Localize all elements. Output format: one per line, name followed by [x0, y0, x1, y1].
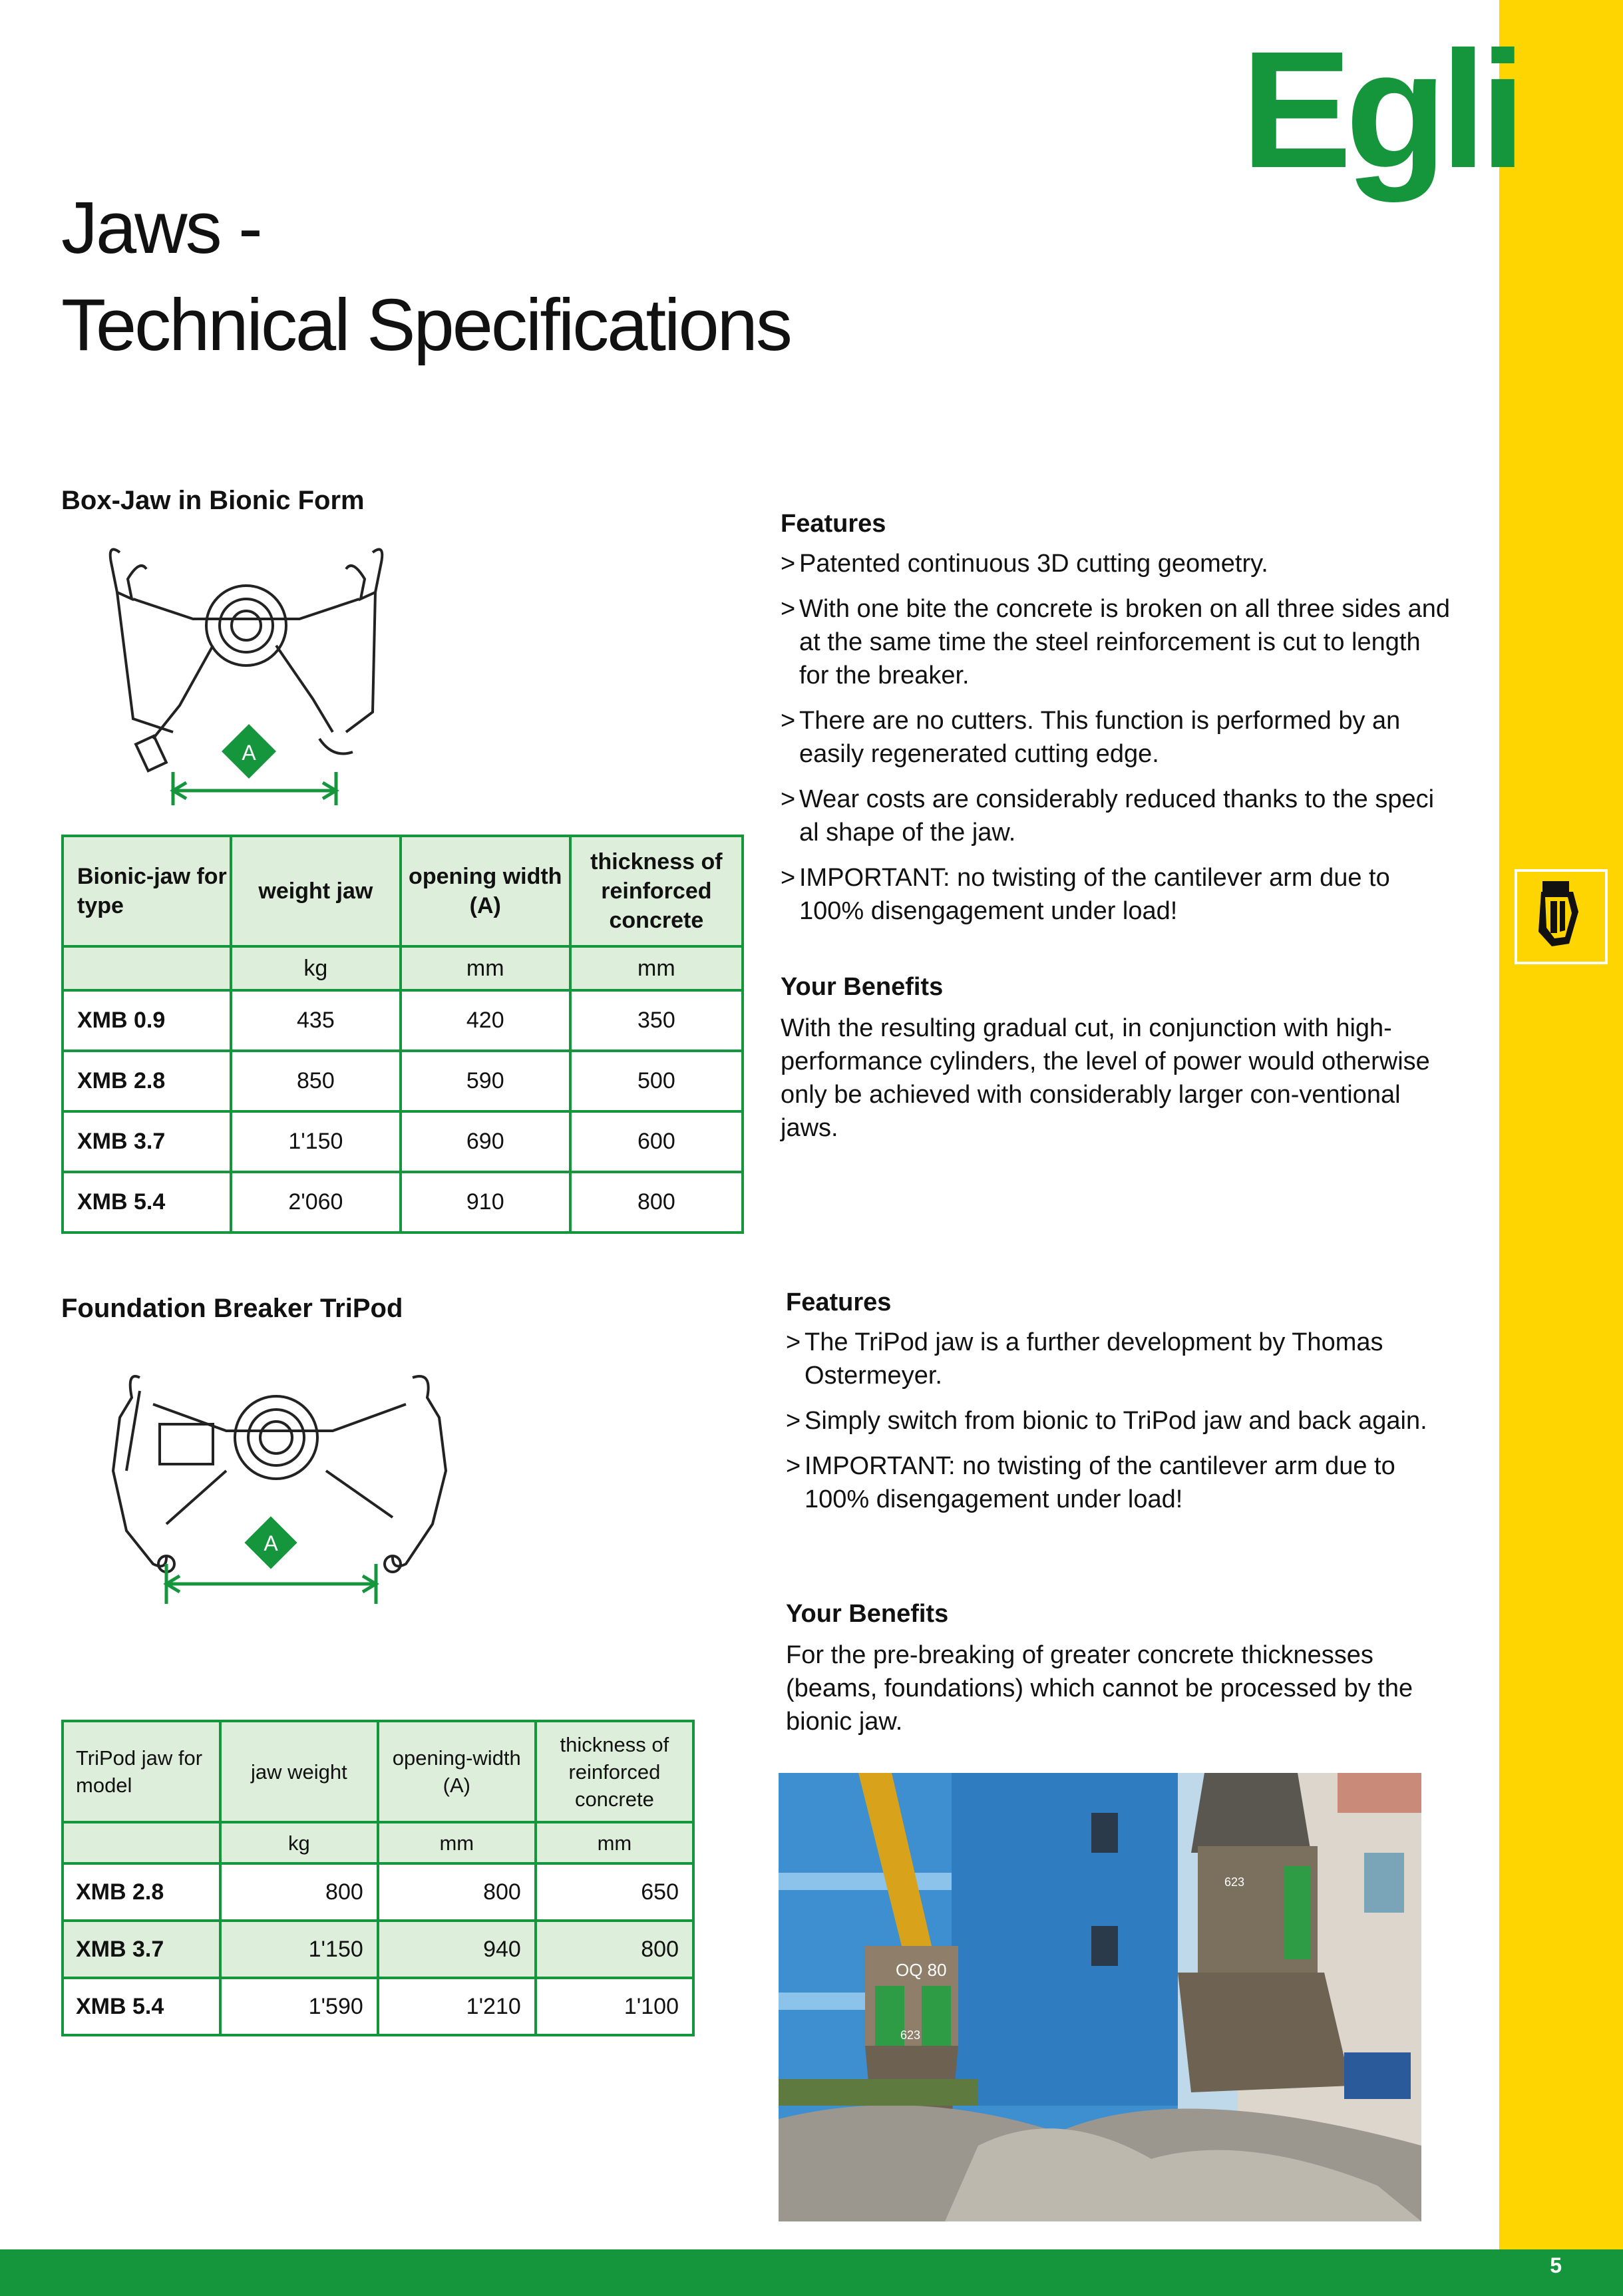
- list-item: > IMPORTANT: no twisting of the cantilever arm due to 100% disengagement under load!: [781, 861, 1453, 928]
- bionic-section-heading: Box-Jaw in Bionic Form: [61, 486, 365, 515]
- list-item: > With one bite the concrete is broken on all three sides and at the same time the steel reinforcement is cut to length for the breaker.: [781, 592, 1453, 692]
- tripod-features-list: [786, 1326, 1458, 1528]
- tripod-spec-table: [61, 1720, 695, 2036]
- cell-model: XMB 0.9: [63, 990, 231, 1051]
- table-row: [63, 1051, 743, 1111]
- cell-opening: 590: [401, 1051, 570, 1111]
- cell-weight: 2'060: [231, 1172, 401, 1233]
- bionic-benefits-text: With the resulting gradual cut, in conjunction with high-performance cylinders, the level of power would otherwise only be achieved with considerably larger con-ventional jaws.: [781, 1014, 1430, 1142]
- list-item: > Wear costs are considerably reduced thanks to the speci al shape of the jaw.: [781, 783, 1453, 849]
- cell-opening: 910: [401, 1172, 570, 1233]
- cell-model: XMB 2.8: [63, 1051, 231, 1111]
- cell-opening: 800: [378, 1863, 536, 1921]
- tripod-benefits-text: For the pre-breaking of greater concrete thicknesses (beams, foundations) which cannot be processed by the bionic jaw.: [786, 1641, 1413, 1736]
- table-row: [63, 1978, 693, 2035]
- cell-thickness: 350: [570, 990, 743, 1051]
- header-model: TriPod jaw for model: [63, 1721, 220, 1822]
- list-item: > Patented continuous 3D cutting geometry.: [781, 547, 1453, 580]
- photo-label: OQ 80: [896, 1960, 947, 1980]
- table-row: [63, 990, 743, 1051]
- header-weight: weight jaw: [231, 836, 401, 946]
- cell-weight: 1'150: [220, 1921, 378, 1978]
- tripod-jaw-diagram: [100, 1364, 459, 1611]
- table-row: [63, 1172, 743, 1233]
- opening-width-marker: A: [242, 741, 256, 765]
- header-opening: opening-width (A): [378, 1721, 536, 1822]
- list-item: > The TriPod jaw is a further development by Thomas Ostermeyer.: [786, 1326, 1458, 1392]
- unit-model: [63, 1822, 220, 1863]
- header-opening: opening width (A): [401, 836, 570, 946]
- table-header-row: [63, 1721, 693, 1822]
- cell-opening: 940: [378, 1921, 536, 1978]
- table-unit-row: [63, 946, 743, 990]
- page-title: [61, 180, 791, 374]
- unit-type: [63, 946, 231, 990]
- table-row: [63, 1863, 693, 1921]
- cell-weight: 850: [231, 1051, 401, 1111]
- cell-model: XMB 5.4: [63, 1172, 231, 1233]
- green-footer-bar: [0, 2249, 1623, 2296]
- page-number: 5: [1550, 2253, 1562, 2277]
- yellow-sidebar: [1499, 0, 1623, 2249]
- cell-thickness: 1'100: [536, 1978, 693, 2035]
- header-weight: jaw weight: [220, 1721, 378, 1822]
- header-thickness: thickness of reinforced concrete: [536, 1721, 693, 1822]
- tripod-section-heading: Foundation Breaker TriPod: [61, 1294, 403, 1323]
- unit-weight: kg: [231, 946, 401, 990]
- table-unit-row: [63, 1822, 693, 1863]
- table-row: [63, 1921, 693, 1978]
- unit-opening: mm: [378, 1822, 536, 1863]
- bionic-features-heading: Features: [781, 510, 886, 538]
- table-row: [63, 1111, 743, 1172]
- tripod-benefits-heading: Your Benefits: [786, 1600, 949, 1628]
- list-item: > There are no cutters. This function is performed by an easily regenerated cutting edge.: [781, 704, 1453, 771]
- title-line-2: Technical Specifications: [61, 284, 791, 366]
- cell-thickness: 600: [570, 1111, 743, 1172]
- jaw-tab-icon[interactable]: [1515, 869, 1608, 964]
- cell-weight: 435: [231, 990, 401, 1051]
- tripod-features-heading: Features: [786, 1288, 892, 1316]
- unit-weight: kg: [220, 1822, 378, 1863]
- cell-weight: 800: [220, 1863, 378, 1921]
- cell-opening: 1'210: [378, 1978, 536, 2035]
- bionic-jaw-diagram: [93, 539, 406, 812]
- demolition-photo: [779, 1773, 1421, 2221]
- unit-thickness: mm: [570, 946, 743, 990]
- header-type: Bionic-jaw for type: [63, 836, 231, 946]
- cell-model: XMB 3.7: [63, 1111, 231, 1172]
- cell-model: XMB 5.4: [63, 1978, 220, 2035]
- photo-label: 623: [900, 2028, 921, 2042]
- cell-weight: 1'590: [220, 1978, 378, 2035]
- cell-thickness: 800: [536, 1921, 693, 1978]
- photo-label: 623: [1224, 1875, 1245, 1889]
- title-line-1: Jaws -: [61, 187, 261, 269]
- header-thickness: thickness of reinforced concrete: [570, 836, 743, 946]
- egli-logo: Egli: [1241, 17, 1520, 202]
- table-header-row: [63, 836, 743, 946]
- cell-opening: 420: [401, 990, 570, 1051]
- cell-thickness: 500: [570, 1051, 743, 1111]
- list-item: > IMPORTANT: no twisting of the cantilever arm due to 100% disengagement under load!: [786, 1449, 1458, 1516]
- bionic-spec-table: [61, 835, 744, 1234]
- list-item: > Simply switch from bionic to TriPod jaw and back again.: [786, 1404, 1458, 1437]
- cell-thickness: 650: [536, 1863, 693, 1921]
- cell-model: XMB 2.8: [63, 1863, 220, 1921]
- bionic-benefits-heading: Your Benefits: [781, 973, 944, 1001]
- cell-thickness: 800: [570, 1172, 743, 1233]
- cell-opening: 690: [401, 1111, 570, 1172]
- cell-weight: 1'150: [231, 1111, 401, 1172]
- unit-opening: mm: [401, 946, 570, 990]
- cell-model: XMB 3.7: [63, 1921, 220, 1978]
- bionic-features-list: [781, 547, 1453, 940]
- unit-thickness: mm: [536, 1822, 693, 1863]
- opening-width-marker: A: [264, 1531, 278, 1555]
